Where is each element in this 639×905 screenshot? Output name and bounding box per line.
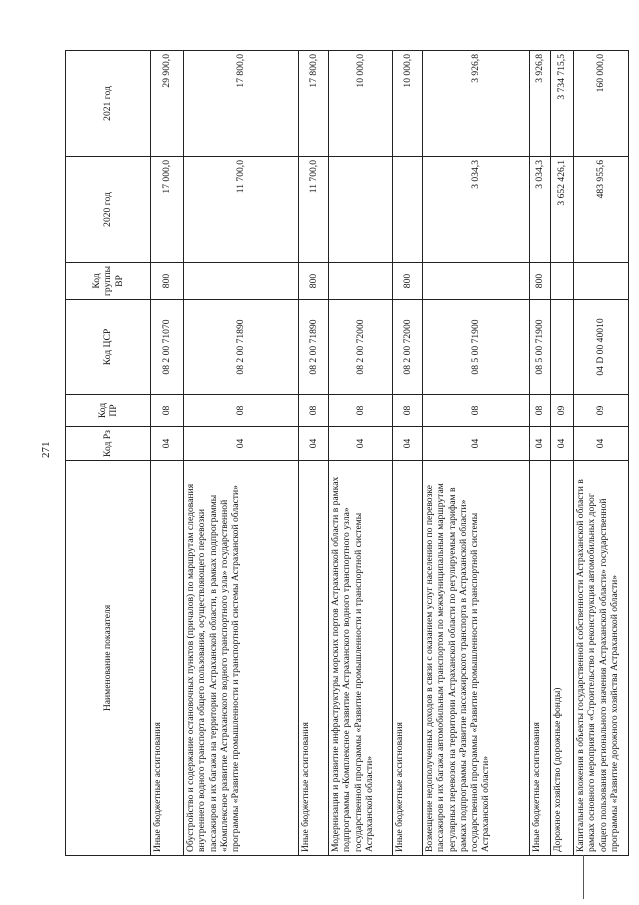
header-vr: Код группы ВР <box>66 263 151 300</box>
cell-vr: 800 <box>393 263 423 300</box>
cell-2020 <box>393 157 423 263</box>
cell-name: Иные бюджетные ассигнования <box>299 461 329 856</box>
cell-pr: 09 <box>574 395 629 427</box>
cell-2021: 17 800,0 <box>299 51 329 157</box>
table-row <box>299 51 329 856</box>
header-pr: Код ПР <box>66 395 151 427</box>
cell-2020: 3 652 426,1 <box>551 157 574 263</box>
cell-2021: 10 000,0 <box>329 51 393 157</box>
cell-vr: 800 <box>151 263 184 300</box>
cell-pr: 08 <box>184 395 299 427</box>
cell-csr: 08 2 00 71890 <box>184 300 299 395</box>
cell-name: Возмещение недополученных доходов в связи с оказанием услуг населению по перевозке пассажиров и их багажа автомобильным транспортом по межмуниципальным маршрутам регулярных перевозок на территории Астраханской области по регулируемым тарифам в рамках подпрограммы «Развитие пассажирского транспорта в Астраханской области» государственной программы «Развитие промышленности и транспортной системы Астраханской области» <box>423 461 530 856</box>
cell-rz: 04 <box>423 427 530 461</box>
cell-rz: 04 <box>151 427 184 461</box>
table-row <box>151 51 184 856</box>
cell-csr: 08 5 00 71900 <box>530 300 551 395</box>
cell-pr: 08 <box>329 395 393 427</box>
table-row <box>184 51 299 856</box>
cell-2020: 17 000,0 <box>151 157 184 263</box>
cell-2020: 3 034,3 <box>530 157 551 263</box>
header-2021: 2021 год <box>66 51 151 157</box>
budget-table <box>65 50 629 856</box>
page-number: 271 <box>40 441 52 458</box>
cell-pr: 08 <box>393 395 423 427</box>
cell-vr <box>184 263 299 300</box>
table-row <box>574 51 629 856</box>
cell-name: Модернизация и развитие инфраструктуры морских портов Астраханской области в рамках подпрограммы «Комплексное развитие Астраханского водного транспортного узла» государственной программы «Развитие промышленности и транспортной системы Астраханской области» <box>329 461 393 856</box>
cell-2020: 483 955,6 <box>574 157 629 263</box>
table-row <box>423 51 530 856</box>
header-rz: Код Рз <box>66 427 151 461</box>
cell-csr <box>551 300 574 395</box>
cell-2021: 160 000,0 <box>574 51 629 157</box>
cell-csr: 08 2 00 72000 <box>329 300 393 395</box>
cell-vr <box>551 263 574 300</box>
table-row <box>329 51 393 856</box>
cell-csr: 08 2 00 71070 <box>151 300 184 395</box>
cell-vr: 800 <box>530 263 551 300</box>
cell-vr <box>329 263 393 300</box>
cell-vr <box>423 263 530 300</box>
cell-2021: 17 800,0 <box>184 51 299 157</box>
cell-pr: 08 <box>151 395 184 427</box>
cell-rz: 04 <box>393 427 423 461</box>
cell-rz: 04 <box>574 427 629 461</box>
cell-csr: 08 5 00 71900 <box>423 300 530 395</box>
table-row <box>393 51 423 856</box>
cell-pr: 08 <box>299 395 329 427</box>
cell-2021: 3 734 715,5 <box>551 51 574 157</box>
cell-rz: 04 <box>530 427 551 461</box>
cell-name: Обустройство и содержание остановочных пунктов (причалов) по маршрутам следования внутреннего водного транспорта общего пользования, осуществляющего перевозки пассажиров и их багажа на территории Астраханской области, в рамках подпрограммы «Комплексное развитие Астраханского водного транспортного узла» государственной программы «Развитие промышленности и транспортной системы Астраханской области» <box>184 461 299 856</box>
cell-2021: 29 900,0 <box>151 51 184 157</box>
cell-name: Иные бюджетные ассигнования <box>530 461 551 856</box>
budget-table-page <box>65 51 620 856</box>
cell-2020: 3 034,3 <box>423 157 530 263</box>
cell-pr: 08 <box>530 395 551 427</box>
table-header-row <box>66 51 151 856</box>
cell-rz: 04 <box>299 427 329 461</box>
cell-2020: 11 700,0 <box>184 157 299 263</box>
cell-csr: 08 2 00 72000 <box>393 300 423 395</box>
table-row <box>530 51 551 856</box>
cell-2020: 11 700,0 <box>299 157 329 263</box>
cell-name: Иные бюджетные ассигнования <box>151 461 184 856</box>
cell-2020 <box>329 157 393 263</box>
cell-2021: 10 000,0 <box>393 51 423 157</box>
table-row <box>551 51 574 856</box>
header-csr: Код ЦСР <box>66 300 151 395</box>
cell-pr: 08 <box>423 395 530 427</box>
cell-rz: 04 <box>551 427 574 461</box>
cell-name: Капитальные вложения в объекты государственной собственности Астраханской области в рамках основного мероприятия «Строительство и реконструкция автомобильных дорог общего пользования регионального значения Астраханской области» государственной программы «Развитие дорожного хозяйства Астраханской области» <box>574 461 629 856</box>
cell-csr: 04 D 00 40010 <box>574 300 629 395</box>
cell-name: Дорожное хозяйство (дорожные фонды) <box>551 461 574 856</box>
cell-csr: 08 2 00 71890 <box>299 300 329 395</box>
cell-rz: 04 <box>184 427 299 461</box>
cell-vr <box>574 263 629 300</box>
header-name: Наименование показателя <box>66 461 151 856</box>
cell-vr: 800 <box>299 263 329 300</box>
cell-name: Иные бюджетные ассигнования <box>393 461 423 856</box>
cell-rz: 04 <box>329 427 393 461</box>
cell-2021: 3 926,8 <box>423 51 530 157</box>
cell-2021: 3 926,8 <box>530 51 551 157</box>
cell-pr: 09 <box>551 395 574 427</box>
header-2020: 2020 год <box>66 157 151 263</box>
page-edge-line <box>583 855 584 899</box>
